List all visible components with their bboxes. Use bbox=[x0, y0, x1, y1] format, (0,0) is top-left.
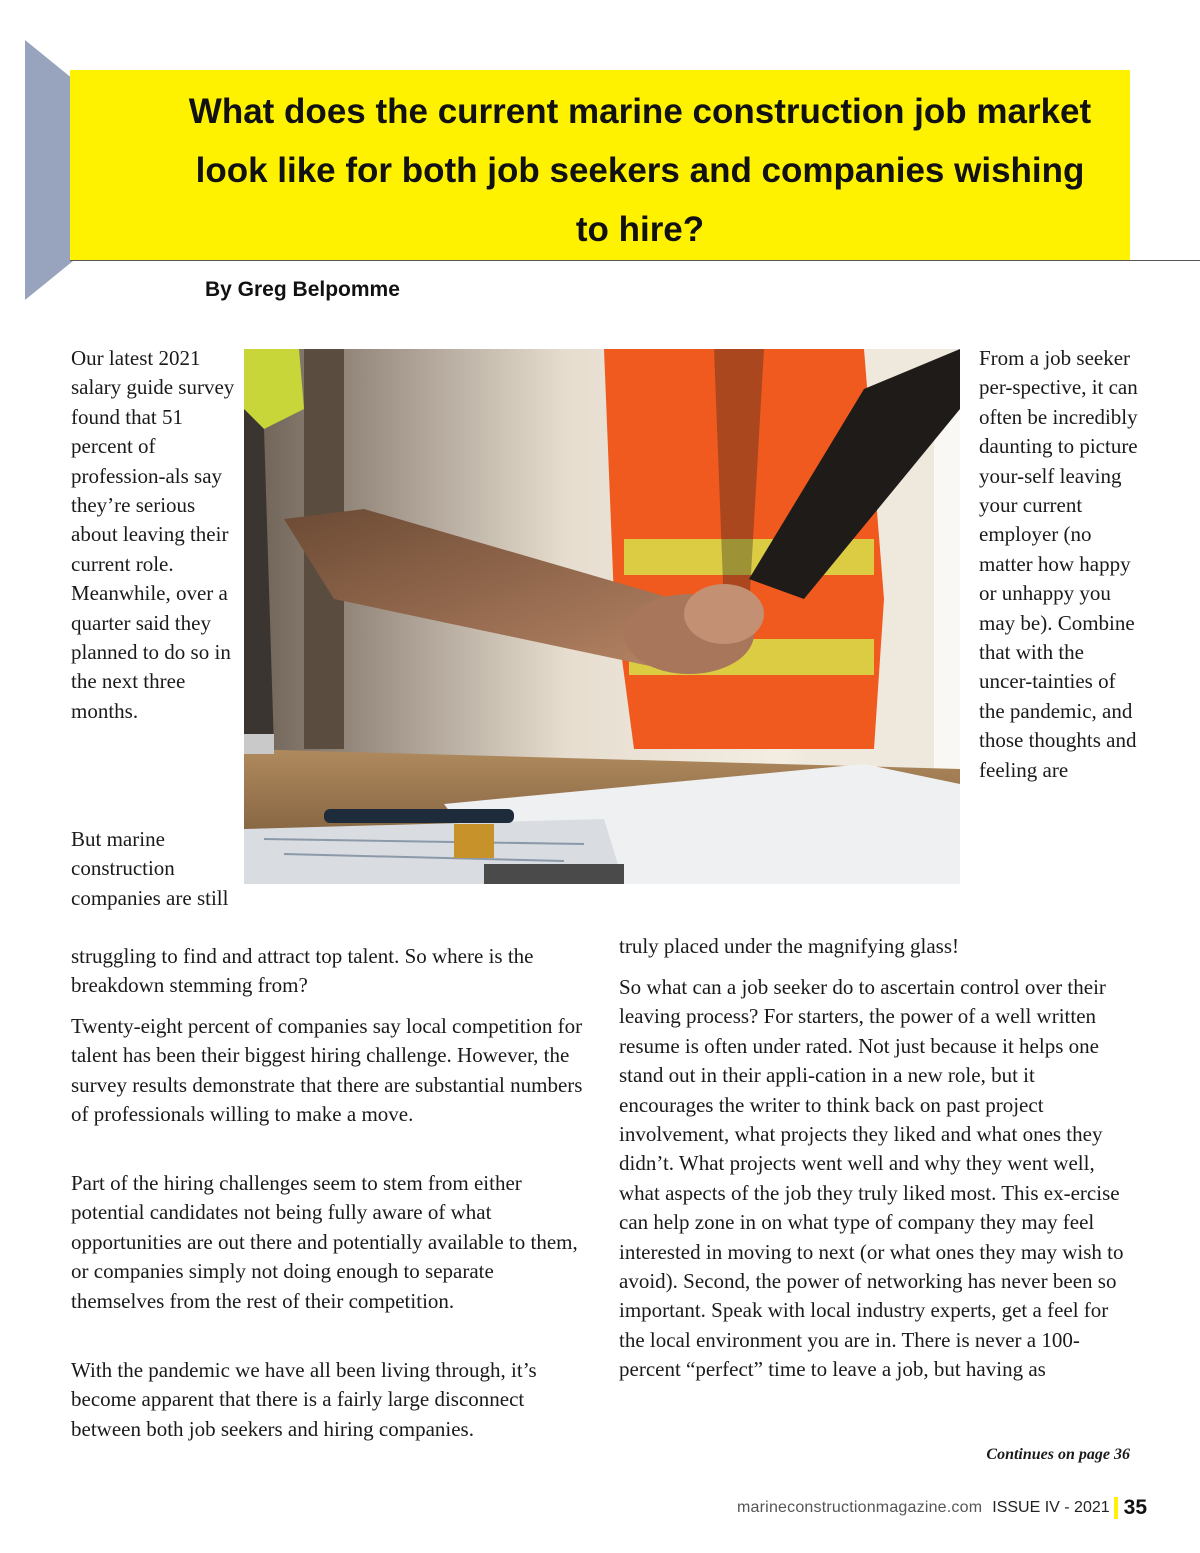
right-paragraph-2: So what can a job seeker do to ascertain control over their leaving process? For starters, the power of a well written resume is often under rated. Not just because it helps one stand out in their appli-cation in a new role, but it encourages the writer to think back on past project involvement, what projects they liked and what ones they didn’t. What projects went well and why they went well, what aspects of the job they truly liked most. This ex-ercise can help zone in on what type of company they may feel interested in moving to next (or what ones they may wish to avoid). Second, the power of networking has never been so important. Speak with local industry experts, get a feel for the local environment you are in. There is never a 100-percent “perfect” time to leave a job, but having as bbox=[619, 975, 1124, 1382]
left-paragraph-5: With the pandemic we have all been living through, it’s become apparent that there is a fairly large disconnect between both job seekers and hiring companies. bbox=[71, 1358, 537, 1441]
article-byline: By Greg Belpomme bbox=[205, 278, 400, 301]
right-paragraph-1-end: truly placed under the magnifying glass! bbox=[619, 934, 959, 958]
footer-site: marineconstructionmagazine.com bbox=[737, 1499, 983, 1516]
left-paragraph-2-start: But marine construction companies are still bbox=[71, 827, 229, 910]
left-paragraph-3: Twenty-eight percent of companies say local competition for talent has been their biggest hiring challenge. However, the survey results demonstrate that there are substantial numbers of professionals willing to make a move. bbox=[71, 1014, 583, 1127]
article-headline: What does the current marine construction job market look like for both job seekers and companies wishing to hire? bbox=[188, 92, 1092, 249]
left-paragraph-1: Our latest 2021 salary guide survey found that 51 percent of profession-als say they’re serious about leaving their current role. Meanwhile, over a quarter said they planned to do so in the next three months. bbox=[71, 346, 235, 723]
left-paragraph-2-end: struggling to find and attract top talent. So where is the breakdown stemming from? bbox=[71, 944, 534, 998]
footer-issue: ISSUE IV - 2021 bbox=[992, 1499, 1110, 1516]
left-paragraph-4: Part of the hiring challenges seem to stem from either potential candidates not being fully aware of what opportunities are out there and potentially available to them, or companies simply not doing enough to separate themselves from the rest of their competition. bbox=[71, 1171, 578, 1313]
continues-note: Continues on page 36 bbox=[986, 1446, 1130, 1463]
page-footer bbox=[737, 1493, 1147, 1523]
page-number: 35 bbox=[1123, 1496, 1147, 1519]
right-paragraph-1: From a job seeker per-spective, it can often be incredibly daunting to picture your-self leaving your current employer (no matter how happy or unhappy you may be). Combine that with the uncer-tainties of the pandemic, and those thoughts and feeling are bbox=[979, 346, 1138, 782]
footer-accent-bar bbox=[1114, 1497, 1118, 1519]
headline-divider bbox=[70, 260, 1200, 261]
handshake-photo bbox=[244, 349, 960, 884]
